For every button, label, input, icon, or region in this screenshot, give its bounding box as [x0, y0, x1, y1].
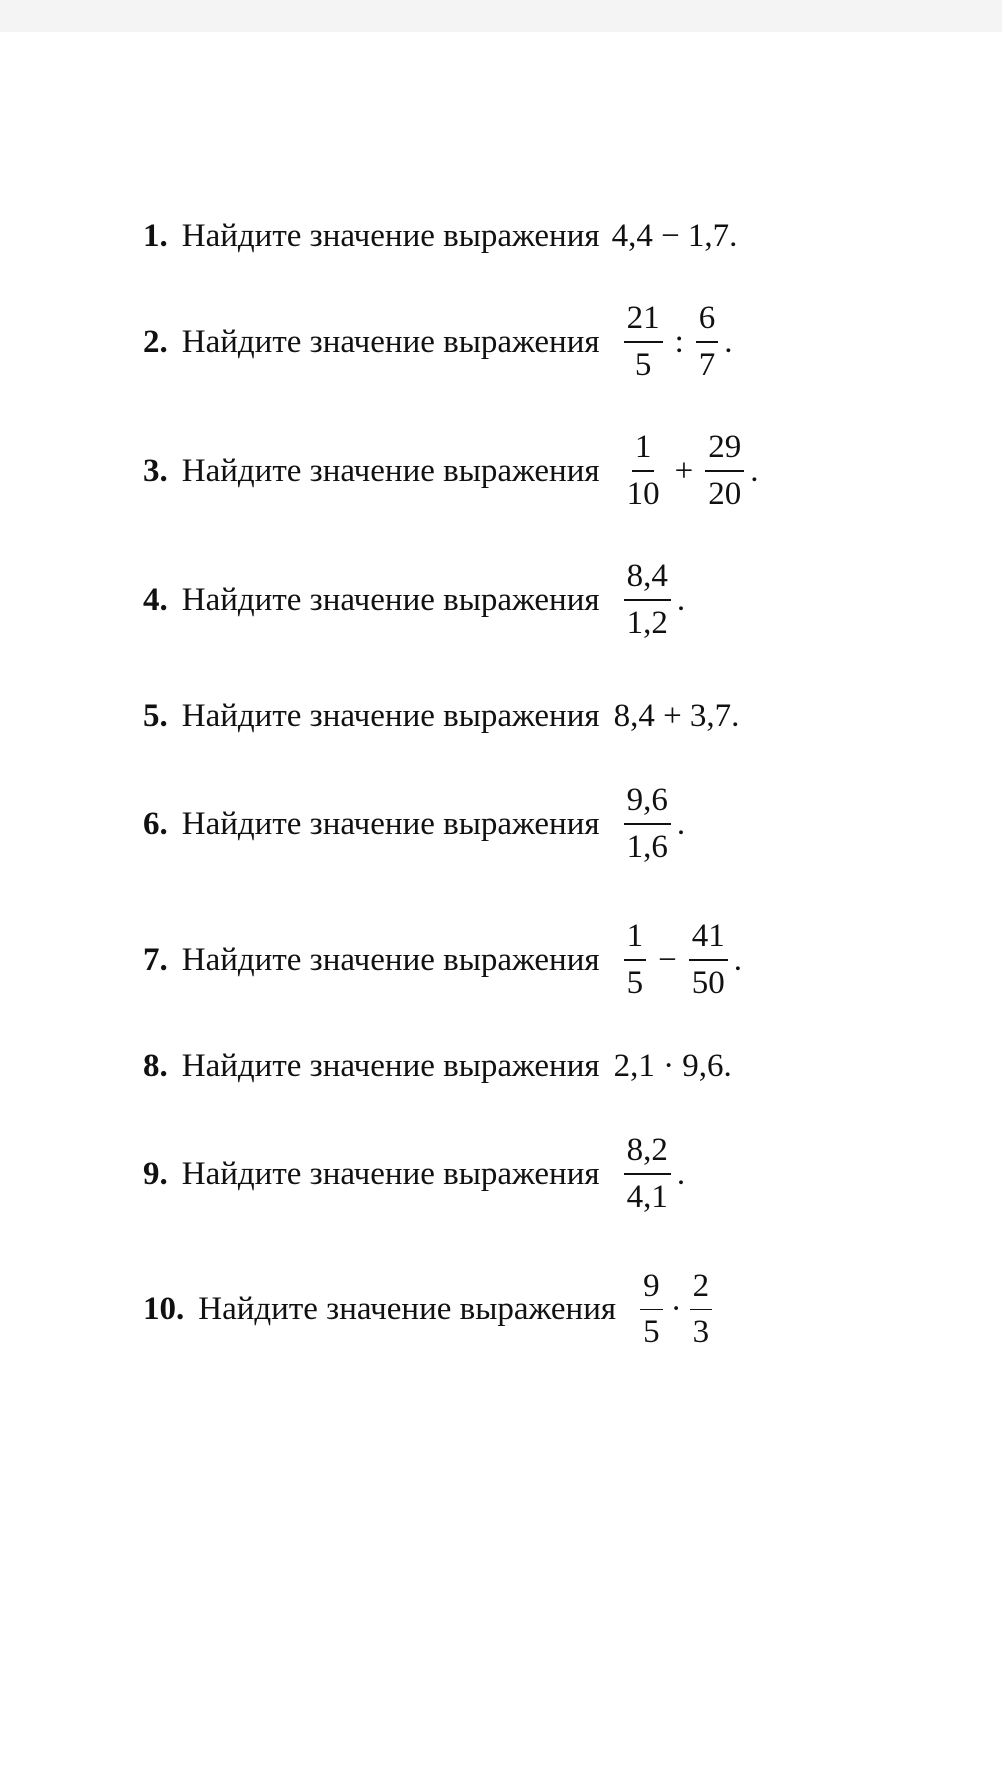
- denominator: 5: [634, 347, 652, 383]
- problem-text: Найдите значение выражения: [181, 805, 600, 842]
- fraction: [624, 1134, 671, 1214]
- top-strip: [0, 0, 1002, 32]
- fraction: [689, 920, 728, 1000]
- denominator: 50: [691, 965, 725, 1001]
- problem-8: [143, 1050, 732, 1083]
- period: .: [676, 581, 686, 618]
- expression: [636, 1270, 716, 1349]
- fraction: [624, 920, 647, 1000]
- expression: [620, 1134, 686, 1214]
- problem-text: Найдите значение выражения: [198, 1291, 617, 1327]
- fraction: [624, 302, 663, 382]
- period: .: [750, 452, 759, 489]
- period: .: [676, 805, 686, 842]
- problem-9: [143, 1134, 685, 1214]
- fraction: [705, 431, 744, 511]
- fraction: [624, 784, 671, 864]
- expression: 4,4 − 1,7.: [611, 218, 738, 254]
- problem-4: [143, 560, 685, 640]
- period: .: [733, 941, 742, 978]
- fraction: [624, 431, 663, 511]
- denominator: 10: [626, 476, 660, 512]
- problem-10: [143, 1270, 716, 1349]
- problem-6: [143, 784, 685, 864]
- numerator: 29: [705, 431, 744, 472]
- numerator: 1: [624, 920, 647, 961]
- problem-number: 1.: [143, 218, 168, 254]
- operator: :: [674, 323, 684, 360]
- problem-5: [143, 700, 739, 733]
- problem-text: Найдите значение выражения: [181, 581, 600, 618]
- numerator: 41: [689, 920, 728, 961]
- expression: [620, 920, 742, 1000]
- operator: ·: [670, 1291, 682, 1327]
- fraction: [640, 1270, 663, 1349]
- problem-1: [143, 220, 737, 253]
- denominator: 20: [708, 476, 742, 512]
- problem-number: 3.: [143, 452, 168, 489]
- numerator: 9: [640, 1270, 663, 1310]
- denominator: 7: [698, 347, 716, 383]
- numerator: 21: [624, 302, 663, 343]
- denominator: 5: [626, 965, 644, 1001]
- problem-text: Найдите значение выражения: [181, 1048, 600, 1084]
- problem-number: 4.: [143, 581, 168, 618]
- problem-number: 9.: [143, 1155, 168, 1192]
- operator: +: [674, 452, 694, 489]
- problem-number: 7.: [143, 941, 168, 978]
- period: .: [676, 1155, 686, 1192]
- denominator: 3: [692, 1314, 710, 1350]
- problem-text: Найдите значение выражения: [181, 698, 600, 734]
- numerator: 2: [690, 1270, 713, 1310]
- expression: 8,4 + 3,7.: [613, 698, 740, 734]
- period: .: [724, 323, 733, 360]
- problem-2: [143, 302, 732, 382]
- denominator: 5: [643, 1314, 660, 1350]
- problem-number: 5.: [143, 698, 168, 734]
- problem-number: 10.: [143, 1291, 185, 1327]
- problem-text: Найдите значение выражения: [181, 941, 600, 978]
- fraction: [696, 302, 719, 382]
- denominator: 1,6: [626, 829, 668, 865]
- numerator: 9,6: [624, 784, 671, 825]
- problem-text: Найдите значение выражения: [181, 323, 600, 360]
- problem-number: 8.: [143, 1048, 168, 1084]
- operator: −: [658, 941, 677, 978]
- problem-text: Найдите значение выражения: [181, 452, 600, 489]
- numerator: 1: [632, 431, 655, 472]
- numerator: 8,4: [624, 560, 671, 601]
- expression: [620, 302, 733, 382]
- expression: [620, 431, 759, 511]
- expression: 2,1 · 9,6.: [613, 1048, 732, 1084]
- problem-text: Найдите значение выражения: [181, 218, 600, 254]
- denominator: 1,2: [626, 605, 668, 641]
- fraction: [690, 1270, 713, 1349]
- problem-number: 2.: [143, 323, 168, 360]
- problem-3: [143, 431, 758, 511]
- numerator: 8,2: [624, 1134, 671, 1175]
- expression: [620, 560, 686, 640]
- problem-text: Найдите значение выражения: [181, 1155, 600, 1192]
- denominator: 4,1: [626, 1179, 668, 1215]
- problem-7: [143, 920, 742, 1000]
- expression: [620, 784, 686, 864]
- numerator: 6: [696, 302, 719, 343]
- problem-number: 6.: [143, 805, 168, 842]
- fraction: [624, 560, 671, 640]
